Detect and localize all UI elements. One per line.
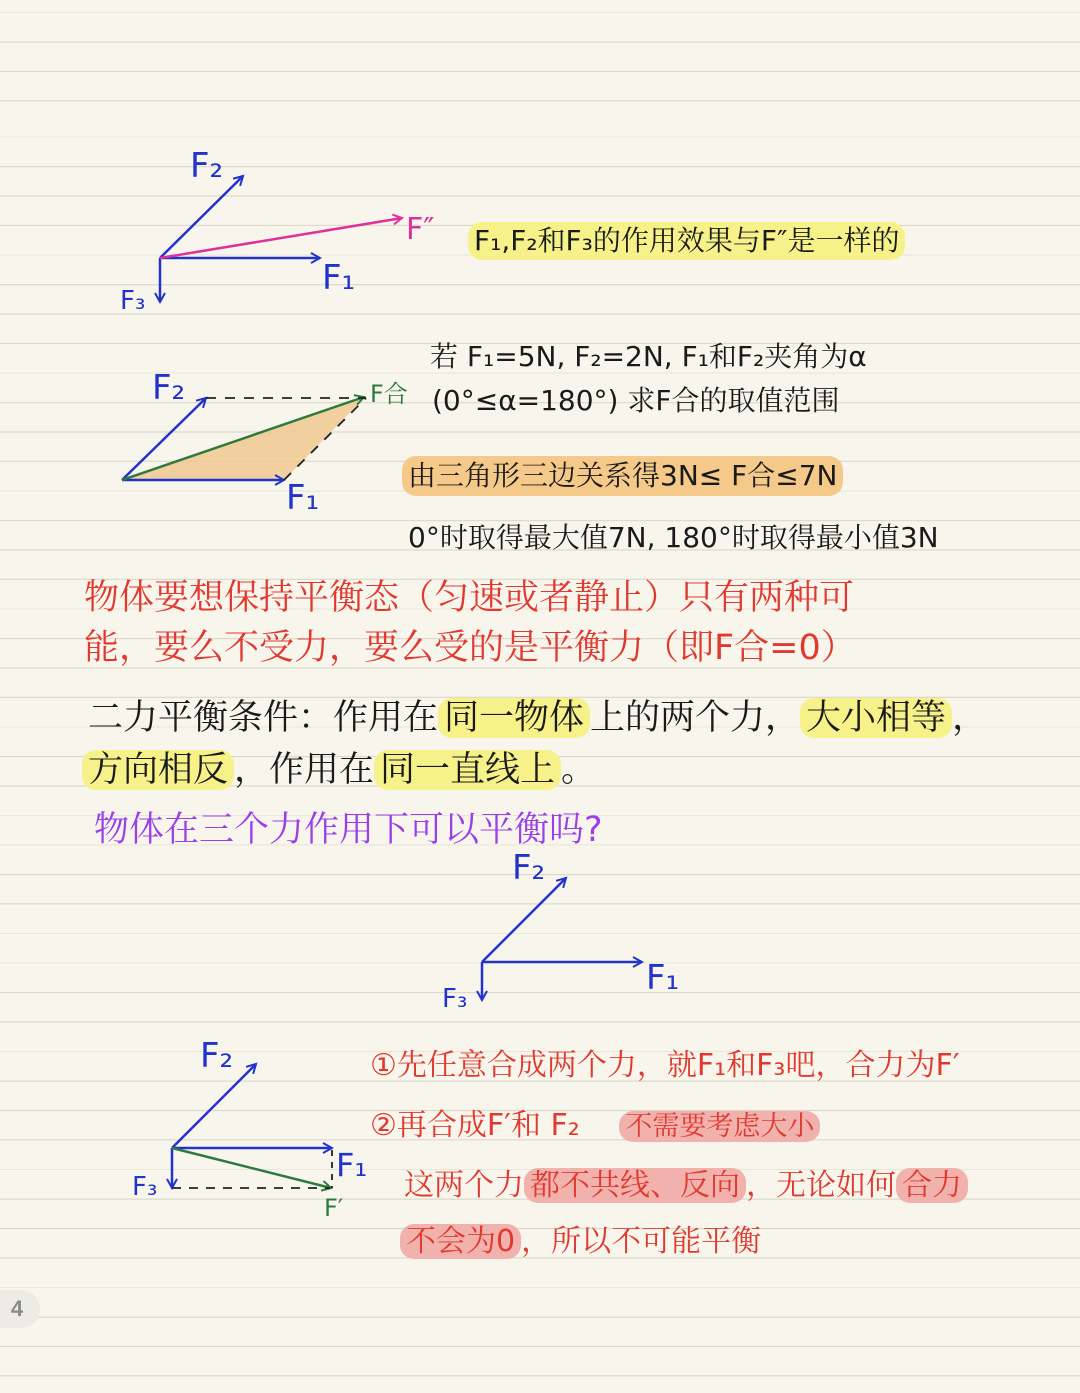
label-f2: F₂ [200,1036,234,1076]
label-f2: F₂ [512,848,546,888]
highlight-same-object: 同一物体 [438,698,590,738]
two-force-condition-line-1 [88,694,987,742]
question-line-1: 若 F₁=5N, F₂=2N, F₁和F₂夹角为α [430,340,867,373]
text-segment: ，作用在 [234,750,375,790]
text-segment: ②再合成F′和 F₂ [370,1108,580,1143]
label-f3: F₃ [120,286,146,316]
highlight-equal-magnitude: 大小相等 [800,698,952,738]
text-segment: 二力平衡条件：作用在 [88,698,439,738]
label-f3: F₃ [442,984,468,1014]
label-f1: F₁ [646,958,680,998]
text-segment: ，无论如何 [746,1168,896,1203]
note-ignore-magnitude: 不需要考虑大小 [619,1111,820,1142]
text-segment: ， [952,698,988,738]
highlight-resultant: 合力 [896,1168,968,1203]
label-f-prime: F′ [324,1194,344,1222]
highlight-not-collinear: 都不共线、反向 [524,1168,746,1203]
answer-range: 由三角形三边关系得3N≤ F合≤7N [402,456,843,496]
step-1: ①先任意合成两个力，就F₁和F₃吧，合力为F′ [370,1048,960,1083]
label-f-resultant: F合 [370,380,408,408]
three-force-question: 物体在三个力作用下可以平衡吗? [94,810,603,850]
highlight-not-zero: 不会为0 [400,1224,521,1259]
step-3-line-1 [404,1164,968,1208]
balance-paragraph-line-2: 能，要么不受力，要么受的是平衡力（即F合=0） [84,628,856,668]
extreme-values: 0°时取得最大值7N, 180°时取得最小值3N [408,521,939,554]
label-f2: F₂ [152,368,186,408]
text-segment: 。 [561,750,597,790]
highlight-opposite-direction: 方向相反 [82,750,234,790]
step-3-line-2 [400,1220,761,1264]
text-segment: 这两个力 [404,1168,524,1203]
label-f1: F₁ [336,1146,368,1184]
label-f2: F₂ [190,146,224,186]
balance-paragraph-line-1: 物体要想保持平衡态（匀速或者静止）只有两种可 [84,578,855,618]
text-segment: ，所以不可能平衡 [521,1224,762,1259]
question-line-2: (0°≤α=180°) 求F合的取值范围 [432,384,840,417]
text-segment: 上的两个力， [590,698,801,738]
page-indicator: 4 [0,1290,40,1328]
label-f-double-prime: F″ [406,212,435,247]
label-f1: F₁ [286,478,320,518]
step-2 [370,1104,820,1149]
note-equivalent-effect: F₁,F₂和F₃的作用效果与F″是一样的 [468,222,905,260]
label-f1: F₁ [322,258,356,298]
highlight-same-line: 同一直线上 [374,750,561,790]
two-force-condition-line-2 [82,746,596,794]
label-f3: F₃ [132,1172,158,1202]
